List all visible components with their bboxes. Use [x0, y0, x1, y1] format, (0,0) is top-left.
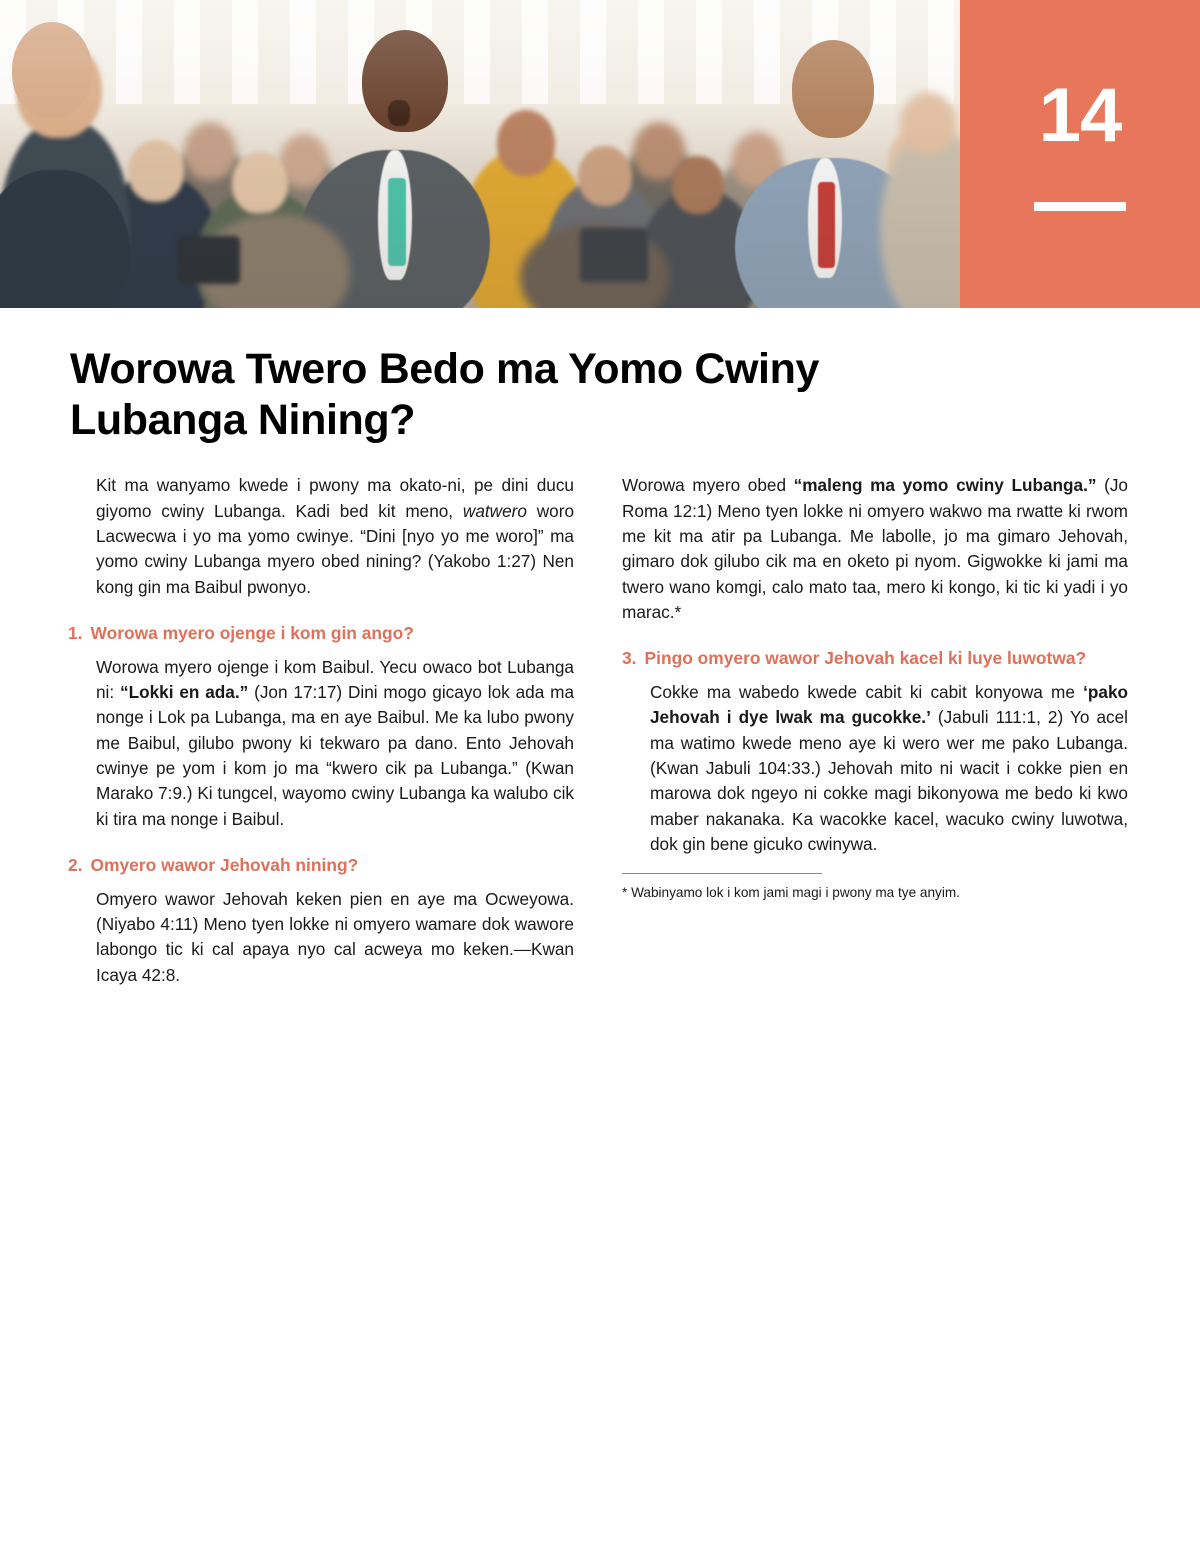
answer-1-bold: “Lokki en ada.”: [120, 682, 249, 703]
answer-2-part1: Omyero wawor Jehovah keken pien en aye ma Ocweyowa. (Niyabo 4:11) Meno tyen lokke ni omyero wamare dok wawore labongo tic ki cal apaya nyo cal acweya mo keken.—Kwan Icaya 42:8.: [96, 888, 574, 985]
hero-photo: [0, 0, 960, 308]
question-text-1: Worowa myero ojenge i kom gin ango?: [90, 622, 414, 643]
right-top-part2: (Jo Roma 12:1) Meno tyen lokke ni omyero wakwo ma rwatte ki rwom me kit ma atir pa Lubanga. Me labolle, jo ma gimaro Jehovah, gimaro dok gilubo cik ma en oketo pi nyom. Gigwokke ki jami ma twero wano komgi, calo mato taa, mero ki kongo, ki tic ki yadi i yo marac.*: [622, 475, 1128, 622]
right-top-paragraph: [622, 473, 1128, 625]
photo-crowd: [0, 0, 960, 308]
lesson-number-block: [960, 0, 1200, 308]
question-number-3: 3.: [622, 648, 637, 669]
intro-part2: woro Lacwecwa i yo ma yomo cwinye. “Dini [nyo yo me woro]” ma yomo cwiny Lubanga myero obed nining? (Yakobo 1:27) Nen kong gin ma Baibul pwonyo.: [96, 500, 575, 597]
question-number-2: 2.: [68, 854, 83, 875]
left-column: [68, 473, 574, 1003]
answer-paragraph-2: [68, 887, 574, 988]
intro-paragraph: [68, 473, 574, 599]
footnote-divider: [622, 873, 822, 874]
answer-3-part1: Cokke ma wabedo kwede cabit ki cabit konyowa me: [650, 682, 1084, 703]
answer-1-part1: Worowa myero ojenge i kom Baibul. Yecu owaco bot Lubanga ni:: [96, 656, 574, 703]
answer-paragraph-1: [68, 655, 574, 832]
question-text-3: Pingo omyero wawor Jehovah kacel ki luye luwotwa?: [644, 648, 1087, 669]
answer-paragraph-3: [622, 680, 1128, 857]
page-title: Worowa Twero Bedo ma Yomo Cwiny Lubanga Nining?: [70, 345, 819, 444]
right-top-bold: “maleng ma yomo cwiny Lubanga.”: [793, 475, 1097, 496]
lesson-number: 14: [1038, 73, 1122, 158]
right-column: [622, 473, 1128, 1003]
hero-section: [0, 0, 1200, 308]
question-heading-1: [68, 622, 574, 645]
lesson-number-underline: [1034, 202, 1126, 211]
article-columns: [68, 473, 1132, 1003]
intro-part1: Kit ma wanyamo kwede i pwony ma okato-ni, pe dini ducu giyomo cwiny Lubanga. Kadi bed kit meno,: [96, 475, 574, 521]
intro-italic: watwero: [462, 500, 527, 521]
question-heading-2: [68, 854, 574, 877]
answer-1-part2: (Jon 17:17) Dini mogo gicayo lok ada ma nonge i Lok pa Lubanga, ma en aye Baibul. Me ka lubo pwony me Baibul, gilubo pwony ki tekwaro pa dano. Ento Jehovah cwinye pe yom i kom jo ma “kwero cik pa Lubanga.” (Kwan Marako 7:9.) Ki tungcel, wayomo cwiny Lubanga ka walubo cik ki tira ma nonge i Baibul.: [96, 682, 575, 829]
right-top-part1: Worowa myero obed: [622, 475, 794, 496]
answer-3-part2: (Jabuli 111:1, 2) Yo acel ma watimo kwede meno aye ki wero wer me pako Lubanga. (Kwan Jabuli 104:33.) Jehovah mito ni wacit i cokke pien en marowa dok ngeyo ni cokke magi bikonyowa me bedo ki kwo maber nakanaka. Ka wacokke kacel, wacuko cwiny luwotwa, dok gin bene gicuko cwinywa.: [650, 707, 1129, 854]
question-text-2: Omyero wawor Jehovah nining?: [90, 854, 359, 875]
footnote-text: * Wabinyamo lok i kom jami magi i pwony ma tye anyim.: [622, 885, 960, 901]
question-number-1: 1.: [68, 622, 83, 643]
question-heading-3: [622, 647, 1128, 670]
answer-3-bold: ‘pako Jehovah i dye lwak ma gucokke.’: [650, 682, 1128, 728]
